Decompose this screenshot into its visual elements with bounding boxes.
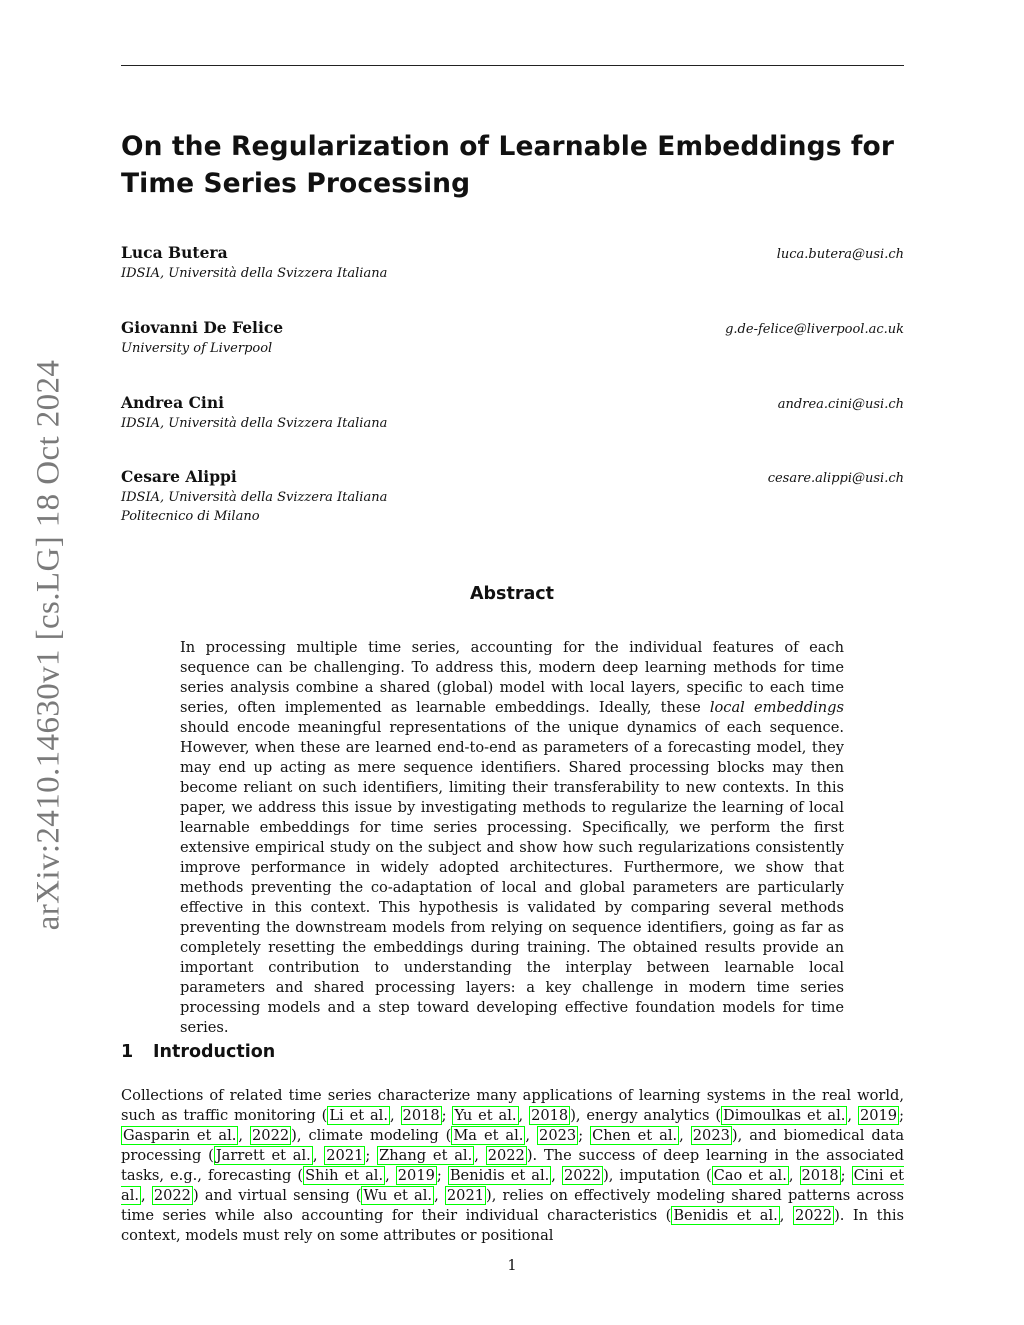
section-number: 1 — [121, 1042, 134, 1062]
paragraph-text: ; — [436, 1167, 448, 1184]
author-block — [121, 467, 904, 526]
paragraph-text: , — [779, 1207, 793, 1224]
abstract-text — [180, 638, 844, 1038]
paper-title: On the Regularization of Learnable Embeddings for Time Series Processing — [121, 131, 895, 199]
author-affiliation: Politecnico di Milano — [121, 509, 260, 524]
citation-link[interactable]: Shih et al. — [305, 1167, 384, 1184]
paragraph-text: , — [551, 1167, 562, 1184]
citation-link[interactable]: 2018 — [402, 1107, 440, 1124]
citation-link[interactable]: 2023 — [692, 1127, 730, 1144]
paragraph-text: , — [679, 1127, 691, 1144]
author-block — [121, 243, 904, 283]
page-number: 1 — [507, 1257, 517, 1274]
paragraph-text: ; — [899, 1107, 904, 1124]
citation-link[interactable]: 2019 — [859, 1107, 898, 1124]
paragraph-text: ; — [441, 1107, 453, 1124]
citation-link[interactable]: Wu et al. — [363, 1187, 433, 1204]
paragraph-text: ; — [578, 1127, 591, 1144]
citation-link[interactable]: 2021 — [446, 1187, 485, 1204]
citation-link[interactable]: Cao et al. — [713, 1167, 787, 1184]
paragraph-text: , — [525, 1127, 538, 1144]
citation-link[interactable]: 2022 — [794, 1207, 833, 1224]
paragraph-text: ). In this context, models must rely on some attributes or positional — [121, 1207, 905, 1244]
citation-link[interactable]: 2022 — [487, 1147, 525, 1164]
header-rule — [121, 65, 904, 66]
paragraph-text: ; — [840, 1167, 852, 1184]
author-affiliation: University of Liverpool — [121, 341, 273, 356]
citation-link[interactable]: Jarrett et al. — [215, 1147, 311, 1164]
author-affiliation: IDSIA, Università della Svizzera Italiana — [121, 490, 388, 505]
author-affiliation: IDSIA, Università della Svizzera Italiana — [121, 266, 388, 281]
author-email[interactable]: luca.butera@usi.ch — [776, 247, 904, 262]
author-name: Giovanni De Felice — [121, 318, 284, 337]
citation-link[interactable]: 2019 — [397, 1167, 435, 1184]
arxiv-identifier: arXiv:2410.14630v1 [cs.LG] 18 Oct 2024 — [30, 359, 67, 931]
paragraph-text: , — [788, 1167, 800, 1184]
paragraph-text: , — [518, 1107, 530, 1124]
citation-link[interactable]: 2022 — [252, 1127, 290, 1144]
paragraph-text: , — [385, 1167, 396, 1184]
author-affiliation: IDSIA, Università della Svizzera Italiana — [121, 416, 388, 431]
paragraph-text: Collections of related time series characterize many applications of learning systems in the real world, such as traffic monitoring ( — [121, 1087, 904, 1124]
abstract-heading: Abstract — [469, 584, 555, 604]
abstract-text-part: In processing multiple time series, accounting for the individual features of each sequence can be challenging. To address this, modern deep learning methods for time series analysis combine a shared (global) model with local layers, specific to each time series, often implemented as learnable embeddings. Ideally, these — [180, 639, 844, 716]
paragraph-text: ) and virtual sensing ( — [192, 1187, 362, 1204]
citation-link[interactable]: 2018 — [801, 1167, 839, 1184]
introduction-paragraph — [121, 1086, 904, 1246]
author-name: Andrea Cini — [121, 393, 224, 412]
citation-link[interactable]: Benidis et al. — [673, 1207, 778, 1224]
author-name: Luca Butera — [121, 243, 228, 262]
citation-link[interactable]: 2023 — [539, 1127, 577, 1144]
section-title: Introduction — [153, 1042, 276, 1062]
citation-link[interactable]: Yu et al. — [454, 1107, 517, 1124]
author-email[interactable]: cesare.alippi@usi.ch — [767, 471, 904, 486]
paragraph-text: , — [312, 1147, 325, 1164]
paragraph-text: ), energy analytics ( — [570, 1107, 722, 1124]
citation-link[interactable]: 2022 — [153, 1187, 191, 1204]
citation-link[interactable]: Zhang et al. — [379, 1147, 473, 1164]
citation-link[interactable]: Li et al. — [329, 1107, 388, 1124]
paragraph-text: , — [434, 1187, 445, 1204]
paragraph-text: , — [847, 1107, 858, 1124]
paragraph-text: , — [141, 1187, 152, 1204]
paragraph-text: , — [390, 1107, 401, 1124]
citation-link[interactable]: 2021 — [326, 1147, 364, 1164]
author-name: Cesare Alippi — [121, 467, 237, 486]
paragraph-text: , — [238, 1127, 251, 1144]
paragraph-text: ), imputation ( — [603, 1167, 712, 1184]
paragraph-text: ), climate modeling ( — [291, 1127, 452, 1144]
author-block — [121, 393, 904, 433]
citation-link[interactable]: 2022 — [563, 1167, 602, 1184]
citation-link[interactable]: Chen et al. — [592, 1127, 678, 1144]
citation-link[interactable]: Cini et al. — [121, 1167, 905, 1204]
author-block — [121, 318, 904, 358]
paragraph-text: ), and biomedical data processing ( — [121, 1127, 905, 1164]
section-heading — [121, 1042, 275, 1062]
paragraph-text: ). The success of deep learning in the associated tasks, e.g., forecasting ( — [121, 1147, 905, 1184]
citation-link[interactable]: Benidis et al. — [449, 1167, 550, 1184]
citation-link[interactable]: Dimoulkas et al. — [723, 1107, 846, 1124]
citation-link[interactable]: Gasparin et al. — [123, 1127, 237, 1144]
citation-link[interactable]: Ma et al. — [453, 1127, 524, 1144]
citation-link[interactable]: 2018 — [531, 1107, 569, 1124]
abstract-text-part: should encode meaningful representations of the unique dynamics of each sequence. However, when these are learned end-to-end as parameters of a forecasting model, they may end up acting as mere sequence identifiers. Shared processing blocks may then become reliant on such identifiers, limiting their transferability to new contexts. In this paper, we address this issue by investigating methods to regularize the learning of local learnable embeddings for time series processing. Specifically, we perform the first extensive empirical study on the subject and show how such regularizations consistently improve performance in widely adopted architectures. Furthermore, we show that methods preventing the co-adaptation of local and global parameters are particularly effective in this context. This hypothesis is validated by comparing several methods preventing the downstream models from relying on sequence identifiers, going as far as completely resetting the embeddings during training. The obtained results provide an important contribution to understanding the interplay between learnable local parameters and shared processing layers: a key challenge in modern time series processing models and a step toward developing effective foundation models for time series. — [180, 719, 844, 1036]
paragraph-text: ; — [365, 1147, 378, 1164]
author-email[interactable]: g.de-felice@liverpool.ac.uk — [725, 322, 904, 337]
author-email[interactable]: andrea.cini@usi.ch — [777, 397, 904, 412]
paragraph-text: ), relies on effectively modeling shared patterns across time series while also accounting for their individual characteristics ( — [121, 1187, 905, 1224]
paragraph-text: , — [474, 1147, 486, 1164]
abstract-emphasis: local embeddings — [709, 699, 844, 716]
